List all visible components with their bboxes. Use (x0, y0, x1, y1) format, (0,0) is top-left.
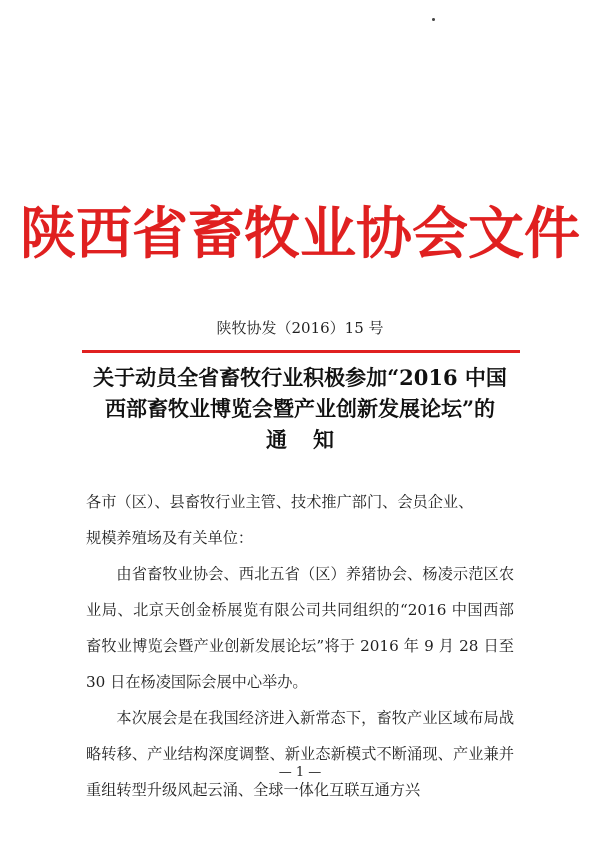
page-number: — 1 — (278, 765, 322, 780)
notice-heading (60, 362, 540, 455)
document-number: 陕牧协发（2016）15 号 (216, 319, 384, 337)
heading-line-2: 西部畜牧业博览会暨产业创新发展论坛”的 (104, 396, 496, 421)
paragraph-1: 由省畜牧业协会、西北五省（区）养猪协会、杨凌示范区农业局、北京天创金桥展览有限公司共同组织的“2016 中国西部畜牧业博览会暨产业创新发展论坛”将于 2016 年 9 月 28 日至 30 日在杨凌国际会展中心举办。 (86, 565, 514, 691)
red-divider-line (82, 350, 520, 353)
scan-speck (432, 18, 435, 21)
letterhead-title: 陕西省畜牧业协会文件 (20, 201, 580, 267)
salutation-line-2: 规模养殖场及有关单位： (86, 529, 254, 547)
notice-body (86, 484, 514, 808)
salutation-line-1: 各市（区）、县畜牧行业主管、技术推广部门、会员企业、 (86, 493, 474, 511)
paragraph-2: 本次展会是在我国经济进入新常态下，畜牧产业区域布局战略转移、产业结构深度调整、新业态新模式不断涌现、产业兼并重组转型升级风起云涌、全球一体化互联互通方兴 (86, 709, 514, 799)
heading-line-3: 通知 (266, 427, 360, 452)
heading-line-1: 关于动员全省畜牧行业积极参加“2016 中国 (93, 365, 507, 390)
